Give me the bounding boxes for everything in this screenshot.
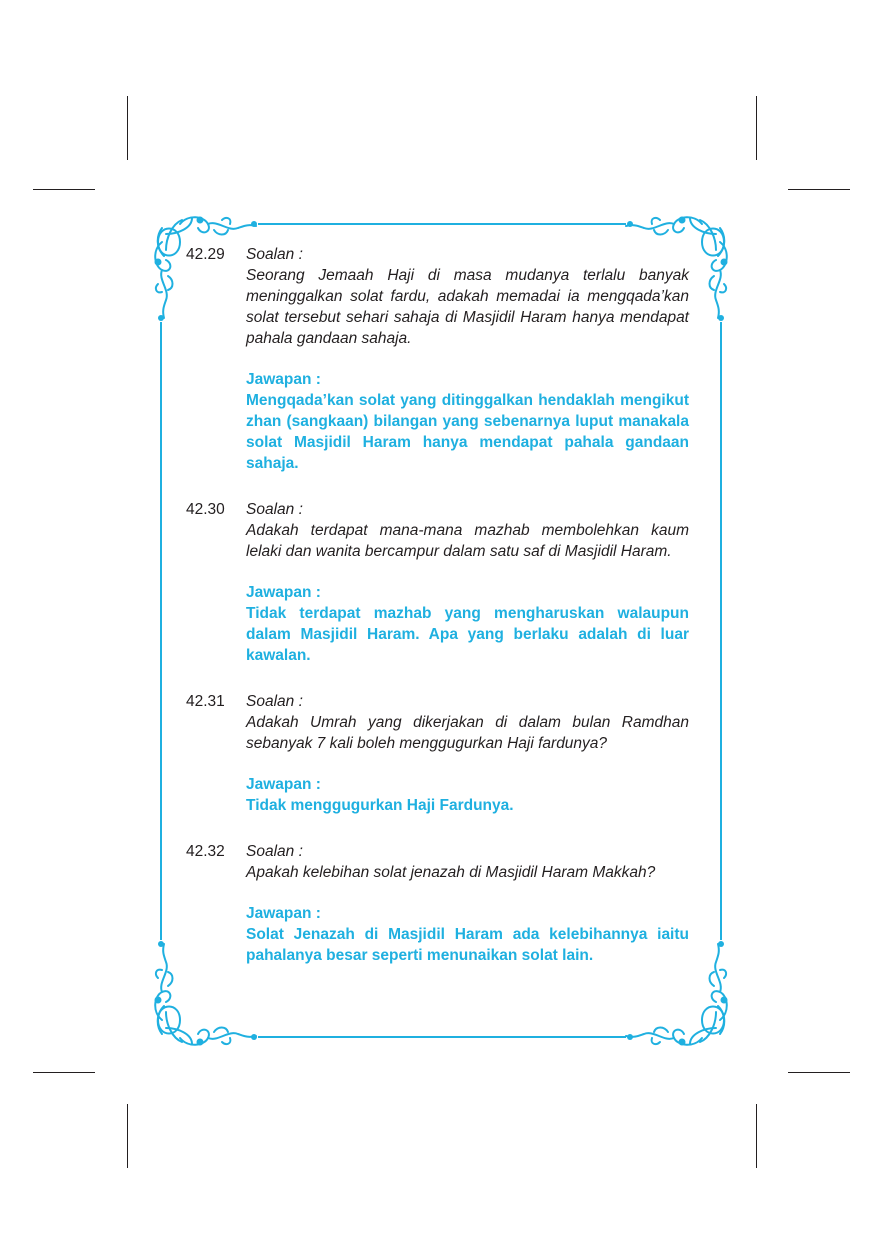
- answer-label: Jawapan :: [246, 776, 321, 793]
- question-text: Apakah kelebihan solat jenazah di Masjidil Haram Makkah?: [246, 864, 656, 881]
- question-text: Seorang Jemaah Haji di masa mudanya terlalu banyak meninggalkan solat fardu, adakah memadai ia mengqada’kan solat tersebut sehari sahaja di Masjidil Haram hanya mendapat pahala gandaan sahaja.: [246, 267, 689, 347]
- answer-text: Solat Jenazah di Masjidil Haram ada kelebihannya iaitu pahalanya besar seperti menunaikan solat lain.: [246, 926, 689, 964]
- entry-number: 42.30: [186, 501, 225, 518]
- answer-label: Jawapan :: [246, 371, 321, 388]
- entry-number: 42.31: [186, 693, 225, 710]
- question-label: Soalan :: [246, 693, 303, 710]
- qa-entry: [186, 841, 689, 966]
- qa-entry: [186, 244, 689, 474]
- question-label: Soalan :: [246, 843, 303, 860]
- qa-entry: [186, 691, 689, 816]
- answer-label: Jawapan :: [246, 905, 321, 922]
- qa-entry: [186, 499, 689, 666]
- entry-number: 42.29: [186, 246, 225, 263]
- answer-label: Jawapan :: [246, 584, 321, 601]
- qa-list: [186, 244, 689, 991]
- question-label: Soalan :: [246, 246, 303, 263]
- entry-number: 42.32: [186, 843, 225, 860]
- question-label: Soalan :: [246, 501, 303, 518]
- question-text: Adakah Umrah yang dikerjakan di dalam bulan Ramdhan sebanyak 7 kali boleh menggugurkan Haji fardunya?: [246, 714, 689, 752]
- answer-text: Mengqada’kan solat yang ditinggalkan hendaklah mengikut zhan (sangkaan) bilangan yang sebenarnya luput manakala solat Masjidil Haram hanya mendapat pahala gandaan sahaja.: [246, 392, 689, 472]
- answer-text: Tidak menggugurkan Haji Fardunya.: [246, 797, 514, 814]
- question-text: Adakah terdapat mana-mana mazhab membolehkan kaum lelaki dan wanita bercampur dalam satu saf di Masjidil Haram.: [246, 522, 689, 560]
- answer-text: Tidak terdapat mazhab yang mengharuskan walaupun dalam Masjidil Haram. Apa yang berlaku adalah di luar kawalan.: [246, 605, 689, 664]
